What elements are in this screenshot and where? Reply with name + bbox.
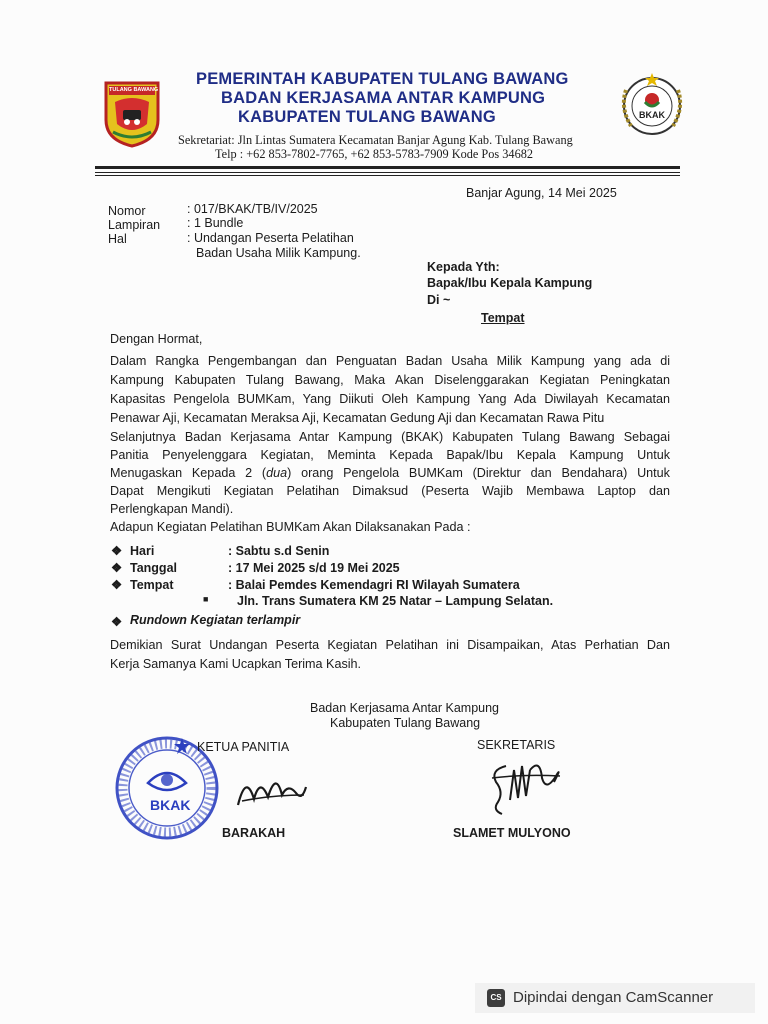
left-signature xyxy=(232,765,312,815)
right-signer-title: SEKRETARIS xyxy=(477,738,556,752)
recipient-line-4: Tempat xyxy=(481,311,525,325)
right-signer-name: SLAMET MULYONO xyxy=(453,826,571,840)
paragraph-2 xyxy=(110,428,670,518)
tempat-value-2: Jln. Trans Sumatera KM 25 Natar – Lampung Selatan. xyxy=(237,594,554,608)
letterhead-rule-thin-2 xyxy=(95,175,680,176)
paragraph-2-line: Perlengkapan Mandi). xyxy=(110,502,234,516)
signature-org-1: Badan Kerjasama Antar Kampung xyxy=(310,701,500,715)
right-signature xyxy=(484,752,574,822)
paragraph-2-line: Panitia Penyelenggara Kegiatan, Meminta Kepada Bapak/Ibu Kepala Kampung Untuk xyxy=(110,448,670,462)
letterhead-rule-thin xyxy=(95,172,680,173)
paragraph-2-line: Menugaskan Kepada 2 (dua) orang Pengelola BUMKam (Direktur dan Bendahara) Untuk xyxy=(110,466,670,480)
bkak-logo-text: BKAK xyxy=(639,110,665,120)
salutation: Dengan Hormat, xyxy=(110,332,203,346)
letterhead-line-2: BADAN KERJASAMA ANTAR KAMPUNG xyxy=(221,89,546,107)
paragraph-1-line: Kapasitas Pengelola BUMKam, Yang Diikuti Oleh Kampung Yang Ada Diwilayah Kecamatan xyxy=(110,392,670,406)
recipient-line-3: Di ~ xyxy=(427,293,451,307)
lampiran-value: : 1 Bundle xyxy=(187,216,244,230)
tulang-bawang-logo-text: TULANG BAWANG xyxy=(109,87,159,93)
tanggal-value: : 17 Mei 2025 s/d 19 Mei 2025 xyxy=(228,561,400,575)
closing-line: Kerja Samanya Kami Ucapkan Terima Kasih. xyxy=(110,657,362,671)
hal-value: : Undangan Peserta Pelatihan xyxy=(187,231,354,245)
camscanner-logo-icon: CS xyxy=(487,989,505,1007)
letterhead-contact: Telp : +62 853-7802-7765, +62 853-5783-7909 Kode Pos 34682 xyxy=(215,147,534,161)
tempat-label: Tempat xyxy=(130,578,174,592)
hari-label: Hari xyxy=(130,544,155,558)
schedule-intro: Adapun Kegiatan Pelatihan BUMKam Akan Dilaksanakan Pada : xyxy=(110,520,471,534)
left-signer-name: BARAKAH xyxy=(222,826,286,840)
left-signer-title: KETUA PANITIA xyxy=(197,740,290,754)
nomor-value: : 017/BKAK/TB/IV/2025 xyxy=(187,202,318,216)
bkak-logo xyxy=(615,70,689,140)
paragraph-2-line: Dapat Mengikuti Kegiatan Pelatihan Dimaksud (Peserta Wajib Membawa Laptop dan xyxy=(110,484,670,498)
hal-value-2: Badan Usaha Milik Kampung. xyxy=(196,246,361,260)
closing-paragraph xyxy=(110,636,670,674)
bullet-icon: ❖ xyxy=(111,615,123,629)
letterhead-address: Sekretariat: Jln Lintas Sumatera Kecamatan Banjar Agung Kab. Tulang Bawang xyxy=(178,133,573,147)
bullet-icon: ❖ xyxy=(111,578,123,592)
paragraph-1-line: Dalam Rangka Pengembangan dan Penguatan Badan Usaha Milik Kampung yang ada di xyxy=(110,354,670,368)
closing-line: Demikian Surat Undangan Peserta Kegiatan Pelatihan ini Disampaikan, Atas Perhatian Dan xyxy=(110,638,670,652)
square-bullet-icon: ■ xyxy=(203,594,209,604)
paragraph-1-line: Kampung Kabupaten Tulang Bawang, Maka Akan Diselenggarakan Kegiatan Peningkatan xyxy=(110,373,670,387)
lampiran-label: Lampiran xyxy=(108,218,161,232)
paragraph-1-line: Penawar Aji, Kecamatan Meraksa Aji, Kecamatan Gedung Aji dan Kecamatan Rawa Pitu xyxy=(110,411,605,425)
tanggal-label: Tanggal xyxy=(130,561,177,575)
signature-org-2: Kabupaten Tulang Bawang xyxy=(330,716,481,730)
stamp-center-text: BKAK xyxy=(150,797,191,813)
camscanner-text: Dipindai dengan CamScanner xyxy=(513,989,714,1006)
camscanner-watermark xyxy=(475,983,755,1013)
letterhead-line-1: PEMERINTAH KABUPATEN TULANG BAWANG xyxy=(196,70,569,88)
rundown-note: Rundown Kegiatan terlampir xyxy=(130,613,301,627)
hari-value: : Sabtu s.d Senin xyxy=(228,544,330,558)
recipient-line-2: Bapak/Ibu Kepala Kampung xyxy=(427,276,593,290)
paragraph-1 xyxy=(110,352,670,428)
bullet-icon: ❖ xyxy=(111,544,123,558)
tempat-value: : Balai Pemdes Kemendagri RI Wilayah Sumatera xyxy=(228,578,520,592)
letterhead-rule-thick xyxy=(95,166,680,169)
bullet-icon: ❖ xyxy=(111,561,123,575)
paragraph-2-line: Selanjutnya Badan Kerjasama Antar Kampung (BKAK) Kabupaten Tulang Bawang Sebagai xyxy=(110,430,670,444)
place-date: Banjar Agung, 14 Mei 2025 xyxy=(466,186,617,200)
letterhead-line-3: KABUPATEN TULANG BAWANG xyxy=(238,108,496,126)
hal-label: Hal xyxy=(108,232,127,246)
nomor-label: Nomor xyxy=(108,204,146,218)
tulang-bawang-logo xyxy=(103,80,161,148)
recipient-line-1: Kepada Yth: xyxy=(427,260,500,274)
